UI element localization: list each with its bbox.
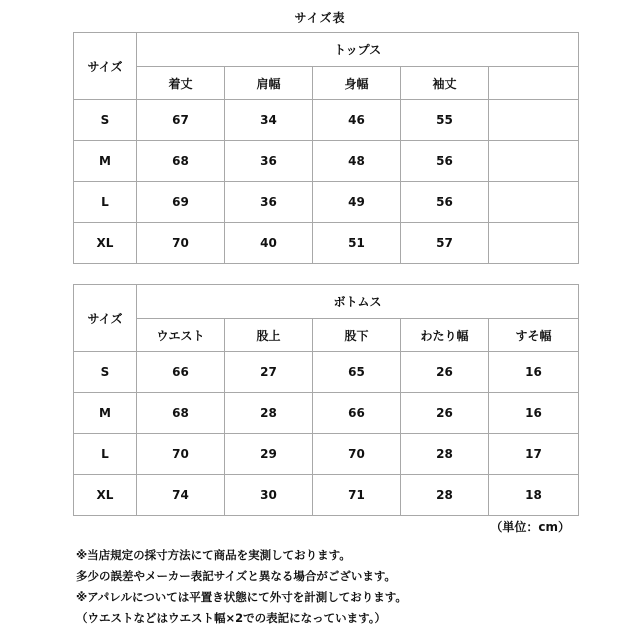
- value-cell: 17: [489, 434, 579, 475]
- value-cell: 36: [225, 182, 313, 223]
- note-line: ※当店規定の採寸方法にて商品を実測しております。: [76, 548, 351, 562]
- value-cell: 26: [401, 352, 489, 393]
- value-cell: 36: [225, 141, 313, 182]
- value-cell: 68: [137, 393, 225, 434]
- value-cell: 27: [225, 352, 313, 393]
- value-cell: 70: [137, 434, 225, 475]
- column-header: 股下: [313, 319, 401, 352]
- value-cell: [489, 141, 579, 182]
- value-cell: 16: [489, 393, 579, 434]
- tops-size-table: [73, 32, 579, 264]
- value-cell: 70: [137, 223, 225, 264]
- size-cell: L: [74, 182, 137, 223]
- column-header: すそ幅: [489, 319, 579, 352]
- value-cell: 65: [313, 352, 401, 393]
- size-header: サイズ: [74, 285, 137, 352]
- size-cell: L: [74, 434, 137, 475]
- value-cell: [489, 223, 579, 264]
- value-cell: 68: [137, 141, 225, 182]
- table-row: [74, 434, 579, 475]
- tops-group-header: トップス: [137, 33, 579, 67]
- value-cell: 51: [313, 223, 401, 264]
- value-cell: 34: [225, 100, 313, 141]
- size-header: サイズ: [74, 33, 137, 100]
- size-cell: XL: [74, 223, 137, 264]
- size-cell: S: [74, 100, 137, 141]
- value-cell: 46: [313, 100, 401, 141]
- value-cell: 56: [401, 141, 489, 182]
- size-cell: M: [74, 393, 137, 434]
- note-line: 多少の誤差やメーカー表記サイズと異なる場合がございます。: [76, 569, 396, 583]
- page-title: サイズ表: [294, 11, 346, 25]
- column-header: 身幅: [313, 67, 401, 100]
- value-cell: 28: [401, 434, 489, 475]
- size-cell: M: [74, 141, 137, 182]
- value-cell: 30: [225, 475, 313, 516]
- size-cell: S: [74, 352, 137, 393]
- value-cell: 16: [489, 352, 579, 393]
- value-cell: 74: [137, 475, 225, 516]
- column-header: 袖丈: [401, 67, 489, 100]
- value-cell: 18: [489, 475, 579, 516]
- value-cell: [489, 100, 579, 141]
- value-cell: 28: [225, 393, 313, 434]
- unit-label: （単位：cm）: [490, 520, 570, 534]
- value-cell: 70: [313, 434, 401, 475]
- table-row: [74, 182, 579, 223]
- value-cell: 29: [225, 434, 313, 475]
- bottoms-group-header: ボトムス: [137, 285, 579, 319]
- column-header: 肩幅: [225, 67, 313, 100]
- value-cell: [489, 182, 579, 223]
- table-row: [74, 352, 579, 393]
- measurement-notes: [76, 545, 407, 629]
- value-cell: 40: [225, 223, 313, 264]
- table-row: [74, 475, 579, 516]
- bottoms-size-table: [73, 284, 579, 516]
- note-line: （ウエストなどはウエスト幅×2での表記になっています。）: [76, 611, 386, 625]
- table-row: [74, 393, 579, 434]
- value-cell: 28: [401, 475, 489, 516]
- value-cell: 56: [401, 182, 489, 223]
- column-header: わたり幅: [401, 319, 489, 352]
- value-cell: 48: [313, 141, 401, 182]
- column-header: ウエスト: [137, 319, 225, 352]
- column-header: 股上: [225, 319, 313, 352]
- value-cell: 49: [313, 182, 401, 223]
- value-cell: 71: [313, 475, 401, 516]
- value-cell: 66: [137, 352, 225, 393]
- size-cell: XL: [74, 475, 137, 516]
- table-row: [74, 141, 579, 182]
- value-cell: 57: [401, 223, 489, 264]
- value-cell: 26: [401, 393, 489, 434]
- table-row: [74, 223, 579, 264]
- value-cell: 69: [137, 182, 225, 223]
- column-header: [489, 67, 579, 100]
- note-line: ※アパレルについては平置き状態にて外寸を計測しております。: [76, 590, 407, 604]
- column-header: 着丈: [137, 67, 225, 100]
- table-row: [74, 100, 579, 141]
- value-cell: 67: [137, 100, 225, 141]
- value-cell: 55: [401, 100, 489, 141]
- value-cell: 66: [313, 393, 401, 434]
